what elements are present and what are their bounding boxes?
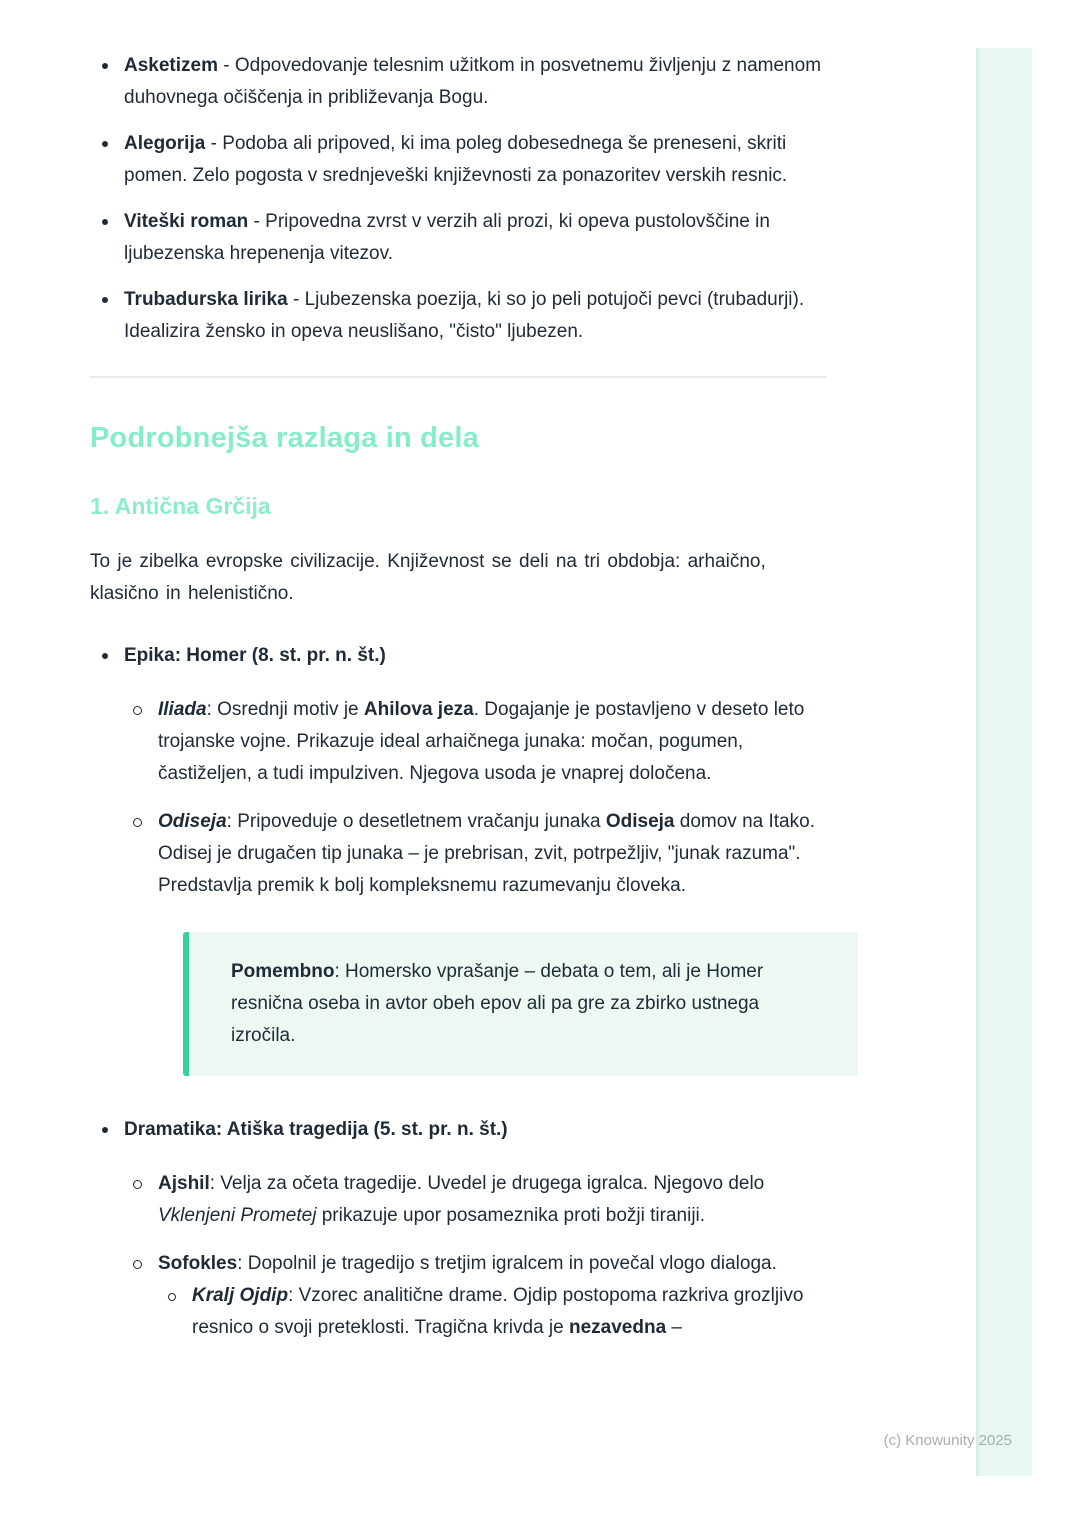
author-sofokles-text: Sofokles: Dopolnil je tragedijo s tretjim igralcem in povečal vlogo dialoga. <box>158 1253 777 1274</box>
glossary-item-trubadurska-lirika <box>90 284 827 348</box>
intro-paragraph: To je zibelka evropske civilizacije. Književnost se deli na tri obdobja: arhaično, klasično in helenistično. <box>90 551 766 604</box>
glossary-item-viteski-roman <box>90 206 827 270</box>
glossary-item-asketizem <box>90 50 827 114</box>
section-title: Podrobnejša razlaga in dela <box>90 422 479 454</box>
author-sofokles <box>124 1248 827 1344</box>
work-iliada-text: Iliada: Osrednji motiv je Ahilova jeza. Dogajanje je postavljeno v deseto leto trojanske vojne. Prikazuje ideal arhaičnega junaka: močan, pogumen, častiželjen, a tudi impulziven. Njegova usoda je vnaprej določena. <box>158 699 805 784</box>
glossary-item-text: Viteški roman - Pripovedna zvrst v verzih ali prozi, ki opeva pustolovščine in ljubezenska hrepenenja vitezov. <box>124 211 770 264</box>
copyright-footer: (c) Knowunity 2025 <box>883 1432 1012 1449</box>
work-iliada <box>124 694 827 790</box>
right-margin-strip <box>976 48 1032 1476</box>
subsection-title: 1. Antična Grčija <box>90 493 271 519</box>
glossary-item-text: Trubadurska lirika - Ljubezenska poezija, ki so jo peli potujoči pevci (trubadurji). Idealizira žensko in opeva neuslišano, "čisto" ljubezen. <box>124 289 805 342</box>
glossary-item-text: Alegorija - Podoba ali pripoved, ki ima poleg dobesednega še preneseni, skriti pomen. Zelo pogosta v srednjeveški književnosti za ponazoritev verskih resnic. <box>124 133 788 186</box>
epika-section <box>90 640 827 1076</box>
works-list <box>90 640 827 1344</box>
glossary-list <box>90 50 827 348</box>
epika-heading: Epika: Homer (8. st. pr. n. št.) <box>124 645 386 666</box>
work-odiseja <box>124 806 827 902</box>
document-content <box>90 0 827 1344</box>
work-kralj-ojdip <box>158 1280 827 1344</box>
dramatika-section <box>90 1114 827 1344</box>
author-ajshil <box>124 1168 827 1232</box>
glossary-item-alegorija <box>90 128 827 192</box>
callout-text: Pomembno: Homersko vprašanje – debata o tem, ali je Homer resnična oseba in avtor obeh epov ali pa gre za zbirko ustnega izročila. <box>231 961 764 1046</box>
epika-works <box>124 694 827 902</box>
glossary-item-text: Asketizem - Odpovedovanje telesnim užitkom in posvetnemu življenju z namenom duhovnega očiščenja in približevanja Bogu. <box>124 55 822 108</box>
work-kralj-ojdip-text: Kralj Ojdip: Vzorec analitične drame. Ojdip postopoma razkriva grozljivo resnico o svoji preteklosti. Tragična krivda je nezavedna – <box>192 1285 804 1338</box>
sofokles-works <box>158 1280 827 1344</box>
author-ajshil-text: Ajshil: Velja za očeta tragedije. Uvedel je drugega igralca. Njegovo delo Vklenjeni Prometej prikazuje upor posameznika proti božji tiraniji. <box>158 1173 765 1226</box>
work-odiseja-text: Odiseja: Pripoveduje o desetletnem vračanju junaka Odiseja domov na Itako. Odisej je drugačen tip junaka – je prebrisan, zvit, potrpežljiv, "junak razuma". Predstavlja premik k bolj kompleksnemu razumevanju človeka. <box>158 811 815 896</box>
dramatika-authors <box>124 1168 827 1344</box>
callout-pomembno <box>183 932 858 1076</box>
section-divider <box>90 376 827 378</box>
dramatika-heading: Dramatika: Atiška tragedija (5. st. pr. n. št.) <box>124 1119 508 1140</box>
